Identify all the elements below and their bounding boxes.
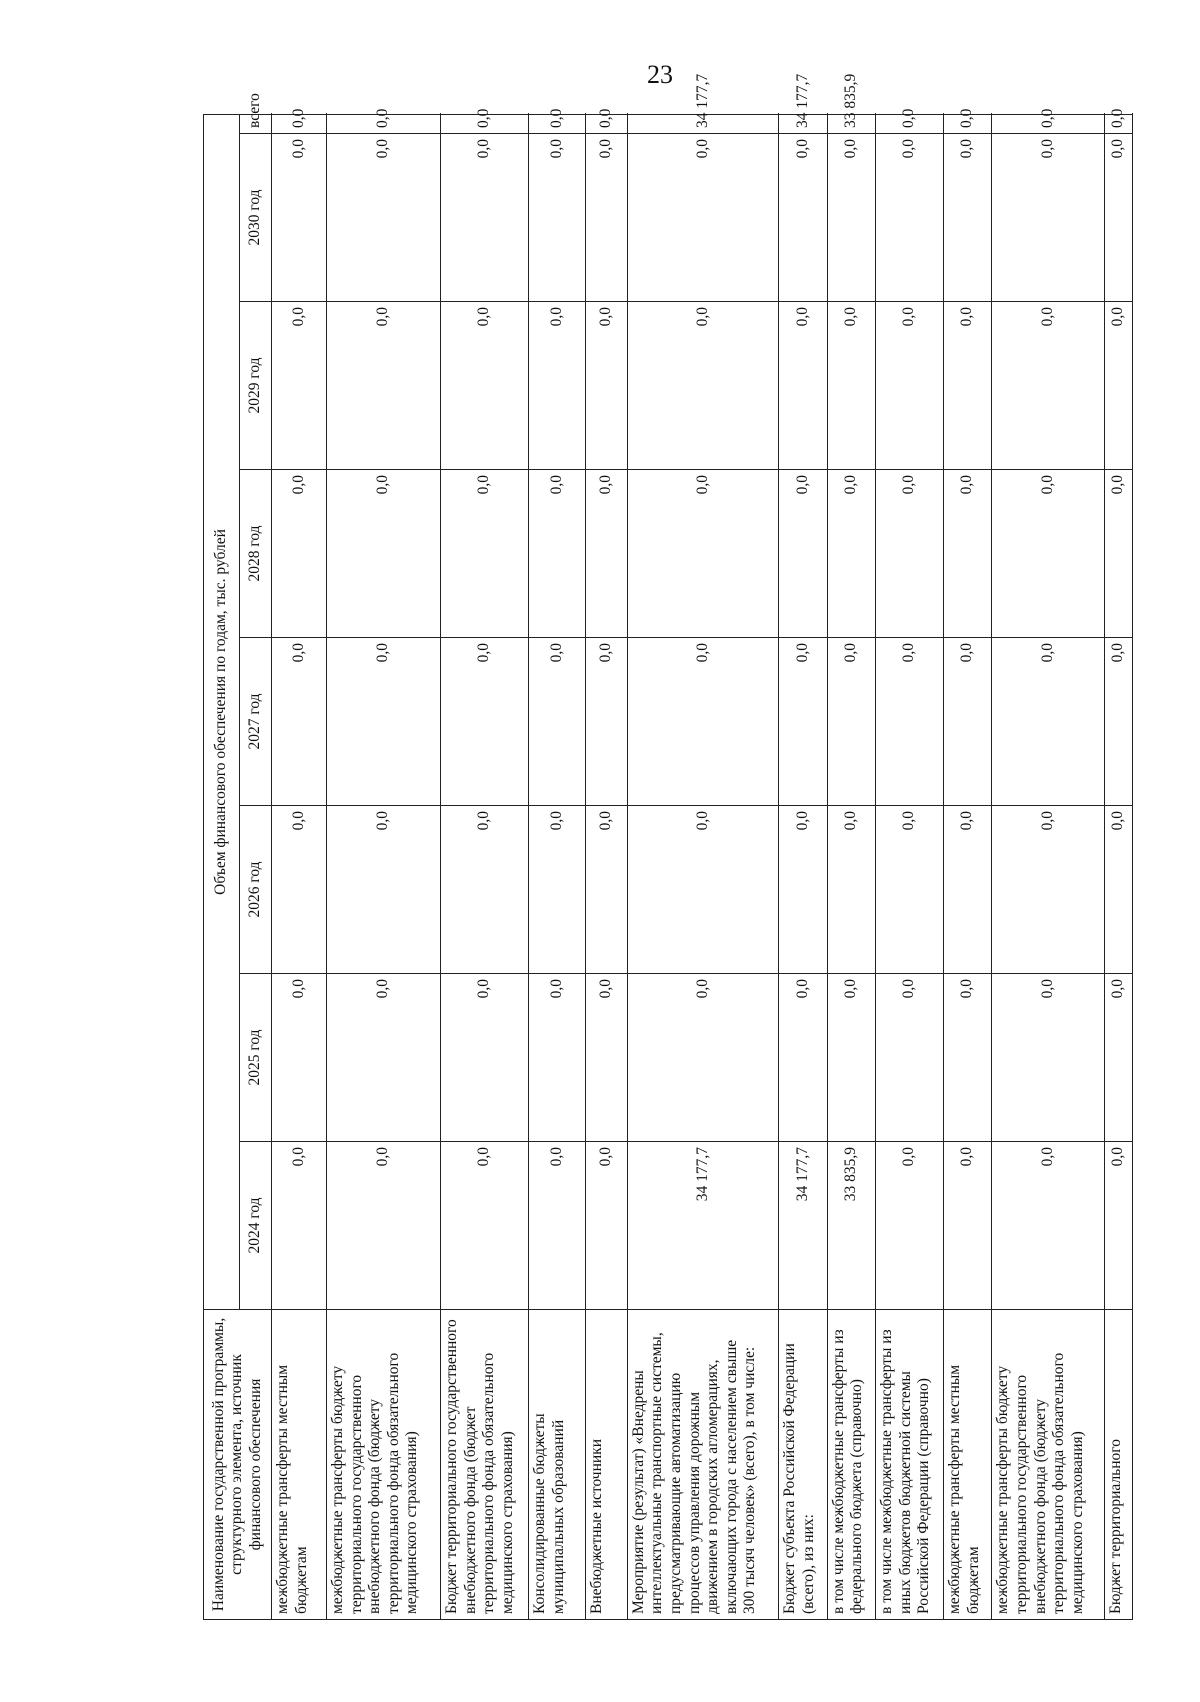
table-row: [326, 115, 440, 1620]
row-total-value: 0,0: [875, 115, 943, 134]
row-year-value: 0,0: [441, 806, 529, 974]
row-year-value: 0,0: [944, 302, 992, 470]
row-year-value: 0,0: [944, 638, 992, 806]
row-year-value: 0,0: [326, 1142, 440, 1310]
row-year-value: 0,0: [779, 470, 827, 638]
header-year: 2026 год: [240, 806, 272, 974]
row-year-value: 0,0: [528, 974, 585, 1142]
row-year-value: 0,0: [827, 470, 875, 638]
row-year-value: 0,0: [528, 302, 585, 470]
row-year-value: 0,0: [586, 134, 628, 302]
row-year-value: 0,0: [779, 806, 827, 974]
row-year-value: 0,0: [875, 974, 943, 1142]
table-row: [944, 115, 992, 1620]
row-source-name: Бюджет территориального: [1105, 1310, 1133, 1620]
row-year-value: 0,0: [326, 806, 440, 974]
row-year-value: 0,0: [326, 302, 440, 470]
row-source-name: межбюджетные трансферты бюджету территориального государственного внебюджетного фонда (бюджету территориального фонда обязательного медицинского страхования): [992, 1310, 1105, 1620]
row-year-value: 0,0: [586, 302, 628, 470]
row-total-value: 0,0: [586, 115, 628, 134]
row-year-value: 0,0: [627, 302, 779, 470]
row-source-name: в том числе межбюджетные трансферты из иных бюджетов бюджетной системы Российской Федерации (справочно): [875, 1310, 943, 1620]
page-number: 23: [647, 60, 673, 89]
row-year-value: 0,0: [627, 134, 779, 302]
row-year-value: 0,0: [627, 974, 779, 1142]
row-year-value: 0,0: [1105, 302, 1133, 470]
table-row: [528, 115, 585, 1620]
row-year-value: 0,0: [441, 638, 529, 806]
row-year-value: 0,0: [586, 470, 628, 638]
row-year-value: 0,0: [586, 638, 628, 806]
table-row: [1105, 115, 1133, 1620]
row-year-value: 0,0: [627, 638, 779, 806]
row-year-value: 0,0: [272, 302, 327, 470]
header-year: 2028 год: [240, 470, 272, 638]
header-name-column: Наименование государственной программы, структурного элемента, источник финансового обеспечения: [204, 1310, 272, 1620]
row-source-name: Внебюджетные источники: [586, 1310, 628, 1620]
row-year-value: 0,0: [875, 134, 943, 302]
row-total-value: 34 177,7: [627, 115, 779, 134]
row-total-value: 0,0: [944, 115, 992, 134]
row-year-value: 0,0: [875, 302, 943, 470]
row-year-value: 0,0: [1105, 470, 1133, 638]
row-year-value: 0,0: [992, 1142, 1105, 1310]
row-source-name: в том числе межбюджетные трансферты из федерального бюджета (справочно): [827, 1310, 875, 1620]
row-year-value: 34 177,7: [779, 1142, 827, 1310]
header-year: 2030 год: [240, 134, 272, 302]
row-year-value: 0,0: [326, 638, 440, 806]
table-row: [272, 115, 327, 1620]
table-row: [586, 115, 628, 1620]
header-volume-group: Объем финансового обеспечения по годам, тыс. рублей: [204, 115, 240, 1310]
row-year-value: 0,0: [441, 470, 529, 638]
row-year-value: 0,0: [441, 302, 529, 470]
table-row: [441, 115, 529, 1620]
row-year-value: 33 835,9: [827, 1142, 875, 1310]
row-year-value: 0,0: [586, 806, 628, 974]
row-source-name: межбюджетные трансферты местным бюджетам: [272, 1310, 327, 1620]
row-year-value: 0,0: [992, 470, 1105, 638]
row-year-value: 0,0: [875, 638, 943, 806]
row-year-value: 0,0: [827, 806, 875, 974]
header-year: 2025 год: [240, 974, 272, 1142]
table-row: [779, 115, 827, 1620]
row-year-value: 34 177,7: [627, 1142, 779, 1310]
row-year-value: 0,0: [272, 638, 327, 806]
header-row-1: [204, 115, 240, 1620]
row-year-value: 0,0: [272, 1142, 327, 1310]
row-year-value: 0,0: [1105, 134, 1133, 302]
row-year-value: 0,0: [441, 1142, 529, 1310]
row-total-value: 34 177,7: [779, 115, 827, 134]
row-year-value: 0,0: [992, 302, 1105, 470]
row-total-value: 0,0: [992, 115, 1105, 134]
row-total-value: 33 835,9: [827, 115, 875, 134]
row-year-value: 0,0: [992, 638, 1105, 806]
row-year-value: 0,0: [992, 974, 1105, 1142]
row-year-value: 0,0: [827, 302, 875, 470]
row-source-name: межбюджетные трансферты местным бюджетам: [944, 1310, 992, 1620]
row-source-name: Бюджет субъекта Российской Федерации (всего), из них:: [779, 1310, 827, 1620]
header-year: 2027 год: [240, 638, 272, 806]
row-year-value: 0,0: [827, 638, 875, 806]
table-row: [992, 115, 1105, 1620]
row-year-value: 0,0: [875, 806, 943, 974]
row-year-value: 0,0: [1105, 1142, 1133, 1310]
row-year-value: 0,0: [1105, 974, 1133, 1142]
row-source-name: Мероприятие (результат) «Внедрены интеллектуальные транспортные системы, предусматривающие автоматизацию процессов управления дорожным движением в городских агломерациях, включающих города с населением свыше 300 тысяч человек» (всего), в том числе:: [627, 1310, 779, 1620]
row-year-value: 0,0: [586, 974, 628, 1142]
row-year-value: 0,0: [779, 638, 827, 806]
row-year-value: 0,0: [875, 470, 943, 638]
row-year-value: 0,0: [272, 974, 327, 1142]
row-year-value: 0,0: [272, 806, 327, 974]
row-year-value: 0,0: [944, 974, 992, 1142]
row-year-value: 0,0: [326, 134, 440, 302]
row-year-value: 0,0: [827, 134, 875, 302]
row-year-value: 0,0: [528, 806, 585, 974]
row-year-value: 0,0: [528, 470, 585, 638]
table-row: [827, 115, 875, 1620]
row-year-value: 0,0: [326, 470, 440, 638]
row-year-value: 0,0: [944, 806, 992, 974]
row-year-value: 0,0: [441, 974, 529, 1142]
row-total-value: 0,0: [528, 115, 585, 134]
row-source-name: Консолидированные бюджеты муниципальных образований: [528, 1310, 585, 1620]
row-total-value: 0,0: [441, 115, 529, 134]
table-row: [627, 115, 779, 1620]
row-year-value: 0,0: [779, 974, 827, 1142]
row-year-value: 0,0: [326, 974, 440, 1142]
table-row: [875, 115, 943, 1620]
header-year: 2029 год: [240, 302, 272, 470]
row-year-value: 0,0: [1105, 638, 1133, 806]
row-year-value: 0,0: [528, 134, 585, 302]
header-total: всего: [240, 115, 272, 134]
row-source-name: Бюджет территориального государственного внебюджетного фонда (бюджет территориального фонда обязательного медицинского страхования): [441, 1310, 529, 1620]
row-year-value: 0,0: [779, 302, 827, 470]
row-year-value: 0,0: [1105, 806, 1133, 974]
row-year-value: 0,0: [272, 470, 327, 638]
row-year-value: 0,0: [528, 1142, 585, 1310]
row-total-value: 0,0: [1105, 115, 1133, 134]
row-year-value: 0,0: [827, 974, 875, 1142]
row-total-value: 0,0: [326, 115, 440, 134]
row-year-value: 0,0: [627, 806, 779, 974]
row-year-value: 0,0: [875, 1142, 943, 1310]
row-year-value: 0,0: [779, 134, 827, 302]
row-year-value: 0,0: [992, 134, 1105, 302]
header-year: 2024 год: [240, 1142, 272, 1310]
row-year-value: 0,0: [441, 134, 529, 302]
row-year-value: 0,0: [272, 134, 327, 302]
row-year-value: 0,0: [944, 470, 992, 638]
row-source-name: межбюджетные трансферты бюджету территориального государственного внебюджетного фонда (бюджету территориального фонда обязательного медицинского страхования): [326, 1310, 440, 1620]
row-year-value: 0,0: [627, 470, 779, 638]
row-year-value: 0,0: [528, 638, 585, 806]
row-total-value: 0,0: [272, 115, 327, 134]
row-year-value: 0,0: [992, 806, 1105, 974]
row-year-value: 0,0: [944, 134, 992, 302]
row-year-value: 0,0: [586, 1142, 628, 1310]
row-year-value: 0,0: [944, 1142, 992, 1310]
